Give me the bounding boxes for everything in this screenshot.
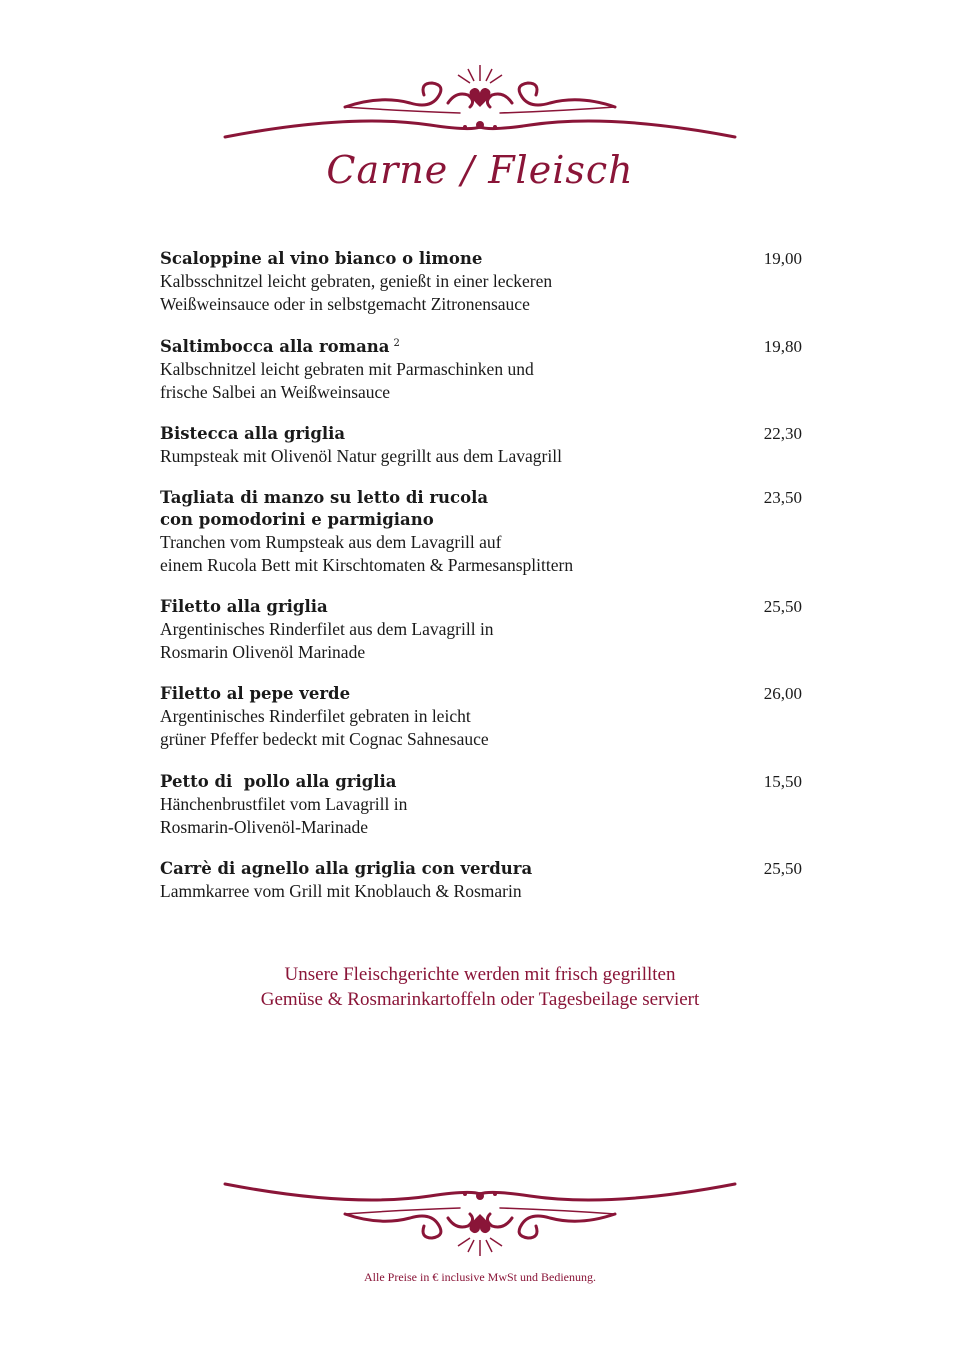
dish-description: Kalbschnitzel leicht gebraten mit Parmaschinken und xyxy=(160,359,534,379)
dish-description: einem Rucola Bett mit Kirschtomaten & Parmesansplittern xyxy=(160,555,574,575)
dish-name: Carrè di agnello alla griglia con verdura xyxy=(160,859,533,878)
bottom-ornament-icon xyxy=(0,1172,960,1262)
dish-name-continued: con pomodorini e parmigiano xyxy=(160,510,434,529)
dish-name: Scaloppine al vino bianco o limone xyxy=(160,249,483,268)
dish-name: Filetto alla griglia xyxy=(160,597,328,616)
price-footnote: Alle Preise in € inclusive MwSt und Bedienung. xyxy=(364,1270,596,1284)
dish-description: Weißweinsauce oder in selbstgemacht Zitronensauce xyxy=(160,294,530,314)
menu-item xyxy=(160,487,802,577)
dish-price: 19,00 xyxy=(763,249,802,268)
dish-description: Rosmarin Olivenöl Marinade xyxy=(160,642,366,662)
note-line: Unsere Fleischgerichte werden mit frisch gegrillten xyxy=(284,964,676,985)
menu-item xyxy=(160,596,802,664)
dish-description: Lammkarree vom Grill mit Knoblauch & Rosmarin xyxy=(160,881,522,901)
dish-description: Hänchenbrustfilet vom Lavagrill in xyxy=(160,794,408,814)
menu-item xyxy=(160,771,802,839)
dish-price: 23,50 xyxy=(763,488,802,507)
dish-name: Filetto al pepe verde xyxy=(160,684,351,703)
dish-price: 15,50 xyxy=(763,772,802,791)
dish-price: 25,50 xyxy=(763,859,802,878)
dish-description: Argentinisches Rinderfilet gebraten in leicht xyxy=(160,706,471,726)
top-ornament-icon xyxy=(0,55,960,155)
allergen-note: 2 xyxy=(393,338,400,349)
dish-price: 26,00 xyxy=(763,684,802,703)
menu-item xyxy=(160,858,802,903)
dish-description: Kalbsschnitzel leicht gebraten, genießt in einer leckeren xyxy=(160,271,553,291)
dish-description: Argentinisches Rinderfilet aus dem Lavagrill in xyxy=(160,619,494,639)
page-title: Carne / Fleisch xyxy=(326,148,634,192)
side-dish-note xyxy=(0,962,960,1012)
dish-name: Bistecca alla griglia xyxy=(160,424,346,443)
dish-description: Rosmarin-Olivenöl-Marinade xyxy=(160,817,369,837)
dish-description: frische Salbei an Weißweinsauce xyxy=(160,382,391,402)
dish-price: 25,50 xyxy=(763,597,802,616)
dish-price: 19,80 xyxy=(763,337,802,356)
note-line: Gemüse & Rosmarinkartoffeln oder Tagesbeilage serviert xyxy=(260,989,700,1010)
menu-item xyxy=(160,423,802,468)
dish-name: Tagliata di manzo su letto di rucola xyxy=(160,488,489,507)
dish-description: Rumpsteak mit Olivenöl Natur gegrillt aus dem Lavagrill xyxy=(160,446,562,466)
dish-price: 22,30 xyxy=(763,424,802,443)
menu-item xyxy=(160,248,802,316)
dish-description: grüner Pfeffer bedeckt mit Cognac Sahnesauce xyxy=(160,729,489,749)
dish-name: Petto di pollo alla griglia xyxy=(160,772,397,791)
menu-item xyxy=(160,336,802,404)
dish-description: Tranchen vom Rumpsteak aus dem Lavagrill auf xyxy=(160,532,502,552)
dish-name: Saltimbocca alla romana $^2$ xyxy=(160,337,400,356)
menu-item xyxy=(160,683,802,751)
